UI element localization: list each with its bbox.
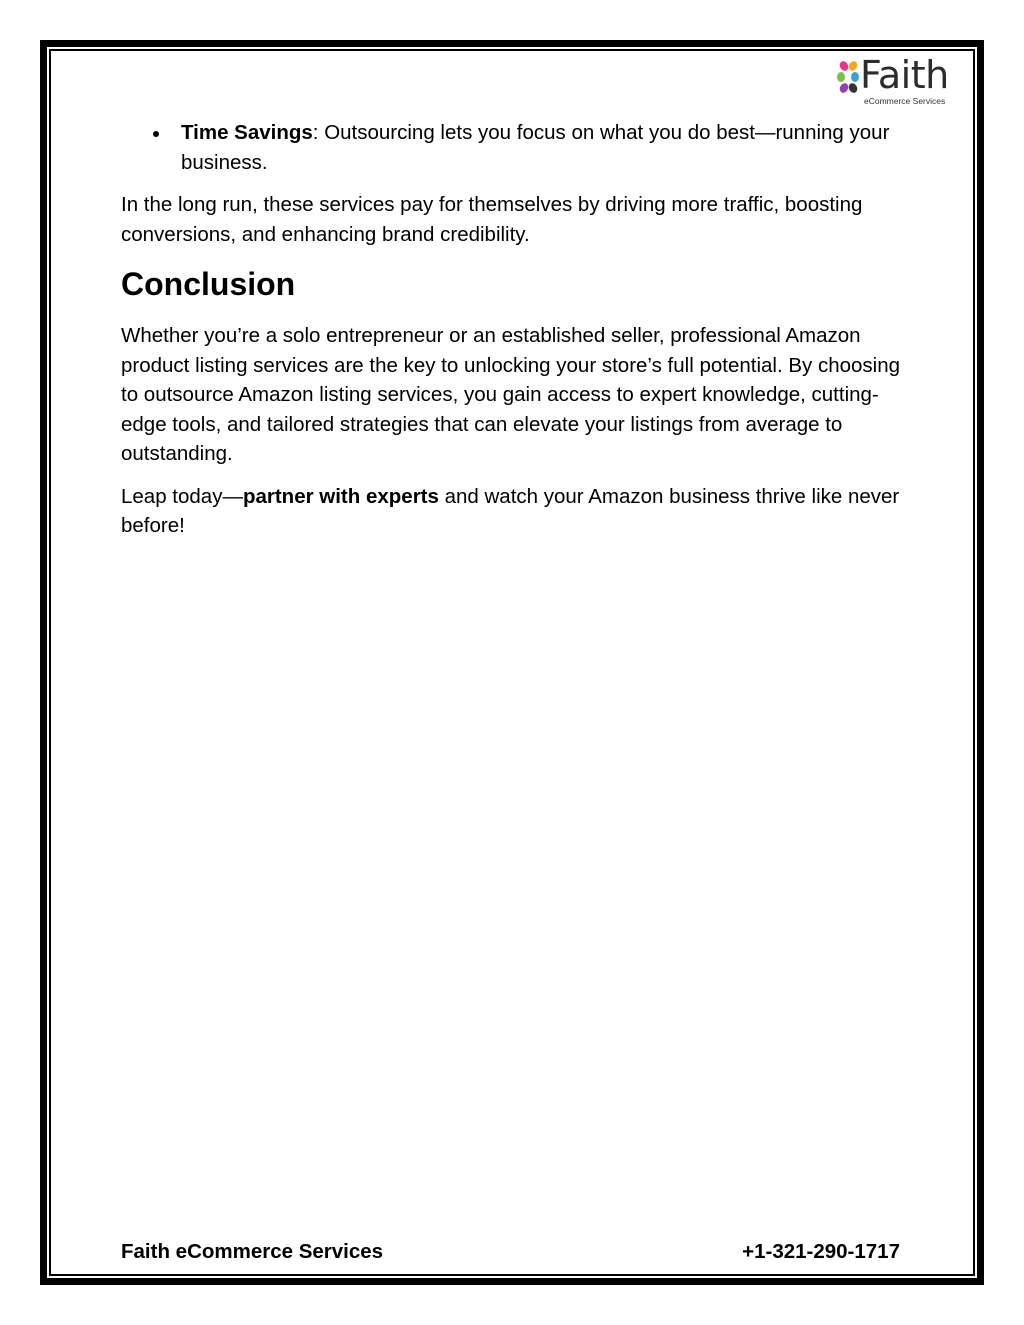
intro-paragraph: In the long run, these services pay for themselves by driving more traffic, boosting conversions, and enhancing brand credibility.: [121, 193, 863, 246]
list-item-text: : Outsourcing lets you focus on what you do best—running your business.: [181, 121, 890, 174]
page-footer: [121, 1238, 900, 1266]
document-body: [121, 118, 911, 554]
footer-company: Faith eCommerce Services: [121, 1240, 384, 1263]
flower-logo-icon: [836, 60, 862, 100]
conclusion-paragraph: Whether you’re a solo entrepreneur or an established seller, professional Amazon product listing services are the key to unlocking your store’s full potential. By choosing to outsource Amazon listing services, you gain access to expert knowledge, cutting-edge tools, and tailored strategies that can elevate your listings from average to outstanding.: [121, 324, 901, 465]
conclusion-heading: Conclusion: [121, 266, 296, 302]
call-to-action-paragraph: [121, 482, 911, 541]
benefits-list: [121, 118, 911, 178]
logo-wordmark: Faith: [860, 53, 949, 97]
faith-logo: [836, 53, 966, 110]
cta-lead-text: Leap today—: [121, 484, 243, 508]
list-item: [121, 118, 911, 178]
cta-bold-text: partner with experts: [242, 484, 439, 508]
bullet-icon: [153, 131, 159, 137]
list-item-term: Time Savings: [181, 121, 313, 144]
footer-phone: +1-321-290-1717: [742, 1240, 900, 1263]
cta-trailing-text: and watch your Amazon business thrive like never before!: [121, 484, 900, 537]
logo-tagline: eCommerce Services: [864, 96, 946, 106]
